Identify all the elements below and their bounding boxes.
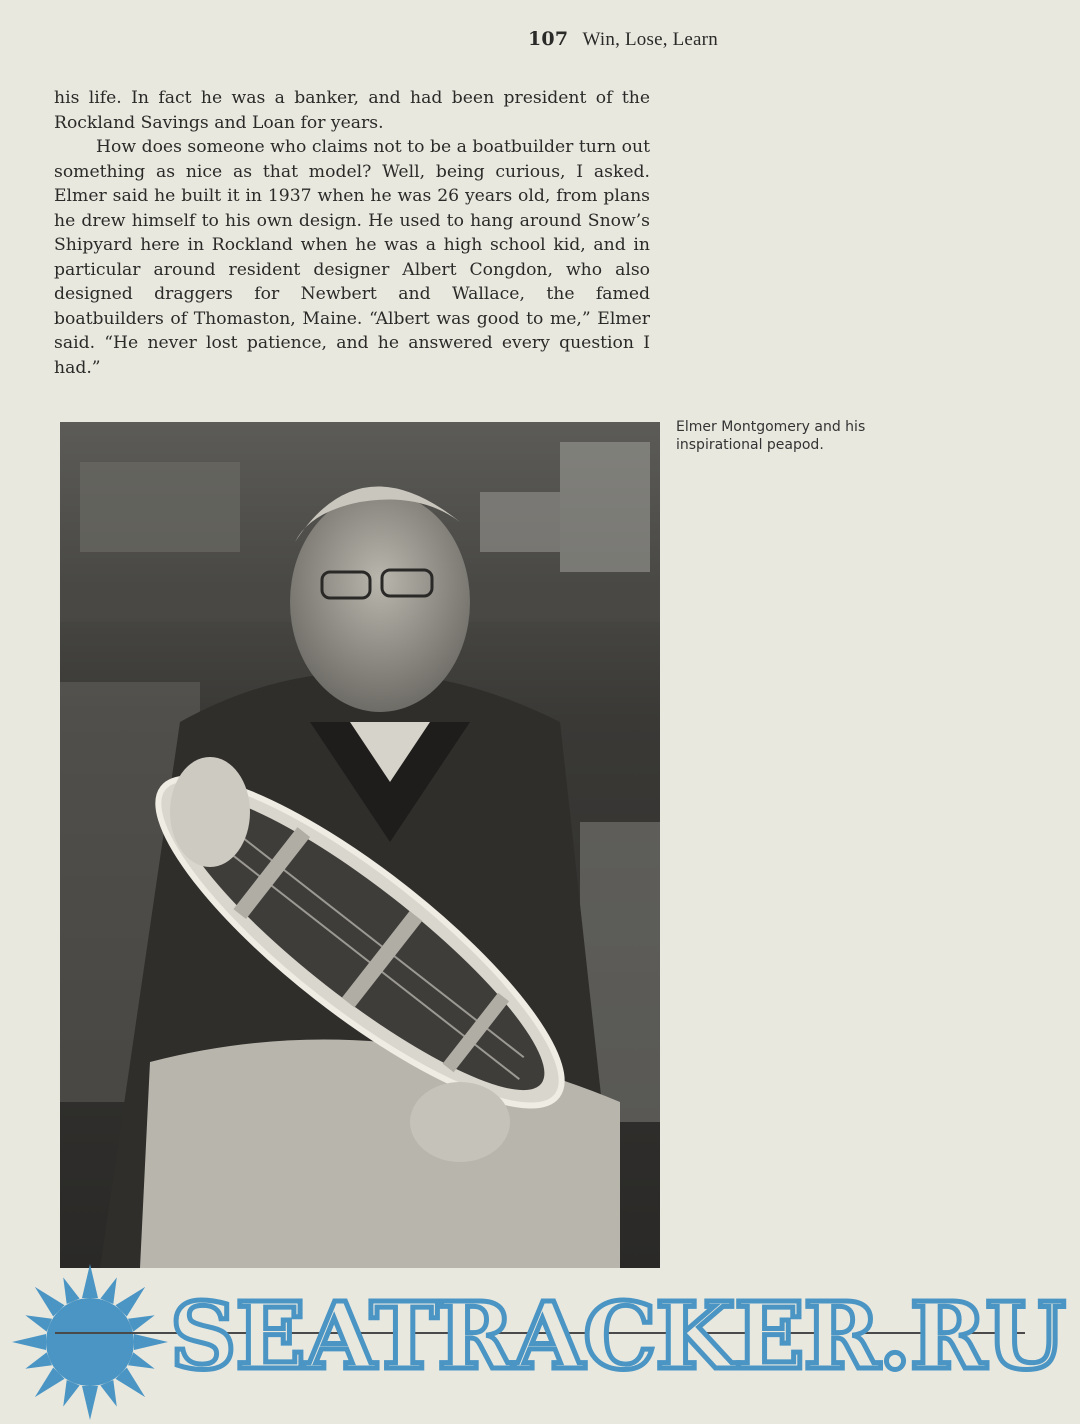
sun-logo-icon [0, 1262, 170, 1424]
watermark-text: SEATRACKER.RU [170, 1282, 1065, 1390]
photo-illustration [60, 422, 660, 1268]
paragraph-continued: his life. In fact he was a banker, and had been president of the Rockland Savings and Loan for years. [54, 88, 650, 133]
running-head [528, 28, 718, 51]
page-number: 107 [528, 28, 569, 50]
photo-caption: Elmer Montgomery and his inspirational peapod. [676, 419, 866, 453]
chapter-title: Win, Lose, Learn [582, 29, 718, 50]
photo-elmer-with-peapod-model [60, 422, 660, 1268]
body-text [54, 86, 650, 380]
paragraph: How does someone who claims not to be a boatbuilder turn out something as nice as that model? Well, being curious, I asked. Elmer said he built it in 1937 when he was 26 years old, from plans he drew himself to his own design. He used to hang around Snow’s Shipyard here in Rockland when he was a high school kid, and in particular around resident designer Albert Congdon, who also designed draggers for Newbert and Wallace, the famed boatbuilders of Thomaston, Maine. “Albert was good to me,” Elmer said. “He never lost patience, and he answered every question I had.” [54, 137, 650, 378]
